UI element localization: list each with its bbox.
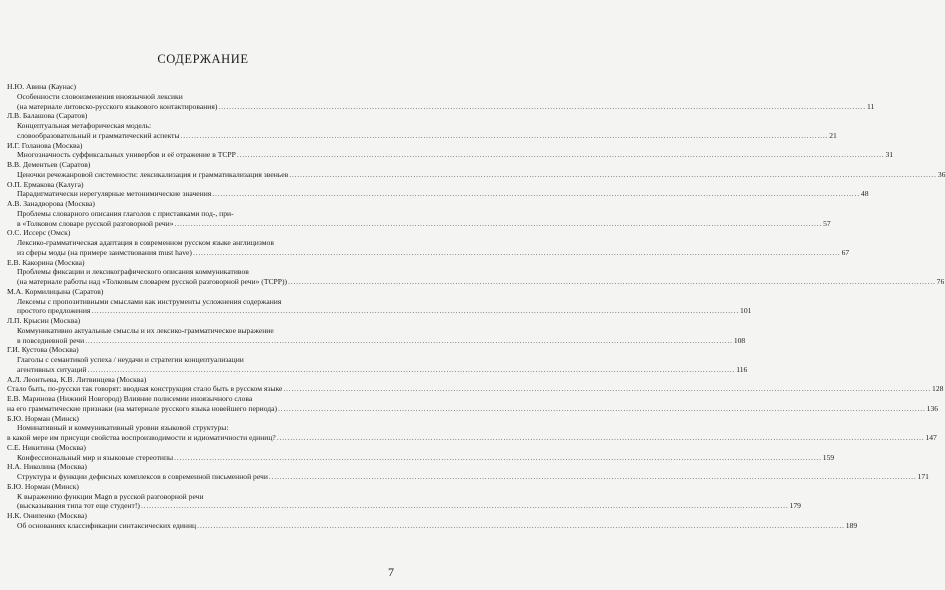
entry-page: 57 [823, 218, 831, 228]
leader-dots [193, 248, 841, 258]
leader-dots [174, 453, 822, 463]
entry-page: 159 [822, 452, 835, 462]
entry-author: Б.Ю. Норман (Минск) [7, 481, 79, 491]
page-number: 7 [388, 565, 394, 579]
page-title: СОДЕРЖАНИЕ [157, 52, 249, 66]
entry-page: 67 [841, 247, 850, 257]
entry-title: К выражению функции Magn в русской разговорной речи [17, 491, 204, 501]
toc-entry [7, 511, 858, 531]
leader-dots [269, 472, 917, 482]
leader-dots [288, 277, 936, 287]
entry-author: Е.В. Маринова (Нижний Новгород) Влияние полисемии иноязычного слова [7, 394, 253, 403]
entry-author: Л.В. Балашова (Саратов) [7, 111, 88, 121]
toc-entry [7, 394, 939, 414]
toc-entry [7, 442, 835, 463]
entry-author: Н.А. Николина (Москва) [7, 462, 87, 472]
entry-page: 101 [740, 306, 752, 316]
entry-title: Об основаниях классификации синтаксических единиц [17, 520, 197, 530]
entry-title: в повседневной речи [17, 335, 85, 345]
entry-title: Лексемы с пропозитивными смыслами как инструменты усложнения содержания [17, 296, 282, 306]
leader-dots [278, 404, 926, 414]
entry-author: Н.Ю. Авина (Каунас) [7, 82, 77, 91]
toc-entry [7, 413, 937, 443]
entry-title: Парадигматически нерегулярные метонимические значения [17, 189, 212, 199]
entry-page: 147 [925, 433, 937, 442]
entry-title: Структура и функции дефисных комплексов в современной письменной речи [17, 472, 268, 481]
entry-author: О.П. Ермакова (Калуга) [7, 179, 84, 189]
entry-page: 31 [885, 150, 894, 160]
leader-dots [277, 433, 925, 443]
entry-page: 171 [917, 472, 929, 481]
toc-entry [7, 228, 850, 257]
toc-entry [7, 345, 748, 374]
entry-title: (высказывания типа тот еще студент!) [17, 501, 140, 511]
leader-dots [88, 365, 736, 375]
leader-dots [197, 521, 845, 531]
entry-title: Проблемы фиксации и лексикографического описания коммуникативов [17, 267, 249, 277]
entry-page: 136 [926, 403, 939, 413]
entry-title: Особенности словоизменения иноязычной лексики [17, 91, 183, 101]
entry-title: в какой мере им присущи свойства воспроизводимости и идиоматичности единиц? [7, 433, 276, 442]
leader-dots [289, 170, 937, 180]
entry-author: О.С. Иссерс (Омск) [7, 228, 71, 238]
toc-entry [7, 286, 752, 316]
entry-title: (на материале литовско-русского языкового контактирования) [17, 101, 218, 111]
toc-entry [7, 462, 929, 482]
entry-author: В.В. Дементьев (Саратов) [7, 160, 91, 169]
entry-title: из сферы моды (на примере заимствования must have) [17, 247, 192, 257]
toc-entry [7, 374, 944, 395]
leader-dots [91, 306, 739, 316]
leader-dots [85, 336, 733, 346]
entry-author: Н.К. Онипенко (Москва) [7, 511, 87, 520]
toc-entry [7, 179, 869, 200]
toc-entry [7, 82, 875, 111]
leader-dots [181, 131, 829, 141]
entry-author: М.А. Кормилицына (Саратов) [7, 286, 104, 296]
leader-dots [175, 219, 823, 229]
entry-page: 76 [936, 277, 945, 286]
entry-title: Стало быть, по-русски так говорят: вводная конструкция стало быть в русском языке [7, 384, 283, 394]
toc-entry [7, 140, 894, 161]
toc-entry [7, 257, 945, 287]
entry-title: Ценочки речежанровой системности: лексикализация и грамматикализация звеньев [17, 169, 289, 179]
entry-author: С.Е. Никитина (Москва) [7, 442, 86, 452]
leader-dots [218, 102, 866, 112]
entry-page: 21 [829, 130, 837, 140]
entry-page: 128 [932, 384, 944, 394]
toc-entry [7, 481, 801, 511]
table-of-contents [7, 82, 945, 531]
entry-author: А.В. Занадворова (Москва) [7, 199, 95, 208]
leader-dots [212, 189, 860, 199]
entry-title: Лексико-грамматическая адаптация в современном русском языке англицизмов [17, 238, 274, 247]
entry-title: на его грамматические признаки (на материале русского языка новейшего периода) [7, 403, 278, 413]
entry-author: А.Л. Леонтьева, К.В. Литвинцева (Москва) [7, 374, 147, 384]
entry-title: Номинативный и коммуникативный уровни языковой структуры: [17, 423, 229, 433]
entry-page: 179 [789, 501, 801, 511]
entry-author: Л.П. Крысин (Москва) [7, 316, 81, 325]
entry-title: простого предложения [17, 306, 91, 316]
entry-author: Е.В. Какорина (Москва) [7, 257, 85, 267]
toc-entry [7, 111, 837, 140]
leader-dots [141, 501, 789, 511]
entry-title: Многозначность суффиксальных универбов и её отражение в ТСРР [17, 150, 236, 160]
entry-title: словообразовательный и грамматический аспекты [17, 130, 180, 140]
leader-dots [283, 384, 931, 394]
toc-entry [7, 316, 746, 345]
entry-author: Б.Ю. Норман (Минск) [7, 413, 79, 423]
entry-page: 189 [845, 520, 858, 530]
entry-title: Конфессиональный мир и языковые стереотипы [17, 452, 174, 462]
entry-title: Концептуальная метафорическая модель: [17, 121, 152, 130]
entry-page: 48 [860, 189, 869, 199]
entry-author: И.Г. Голанова (Москва) [7, 140, 83, 150]
leader-dots [237, 150, 885, 160]
entry-page: 108 [733, 335, 746, 345]
entry-page: 116 [736, 364, 748, 374]
entry-author: Г.И. Кустова (Москва) [7, 345, 79, 355]
entry-title: агентивных ситуаций [17, 364, 87, 374]
toc-entry [7, 199, 831, 228]
entry-page: 36 [937, 169, 945, 179]
entry-title: Глаголы с семантикой успеха / неудачи и стратегии концептуализации [17, 355, 244, 364]
entry-title: Проблемы словарного описания глаголов с приставками под-, при- [17, 208, 234, 218]
entry-page: 11 [867, 101, 875, 111]
entry-title: Коммуникативно актуальные смыслы и их лексико-грамматическое выражение [17, 325, 274, 335]
entry-title: в «Толковом словаре русской разговорной речи» [17, 218, 174, 228]
entry-title: (на материале работы над «Толковым словарем русской разговорной речи» (ТСРР)) [17, 277, 288, 286]
toc-entry [7, 160, 945, 180]
